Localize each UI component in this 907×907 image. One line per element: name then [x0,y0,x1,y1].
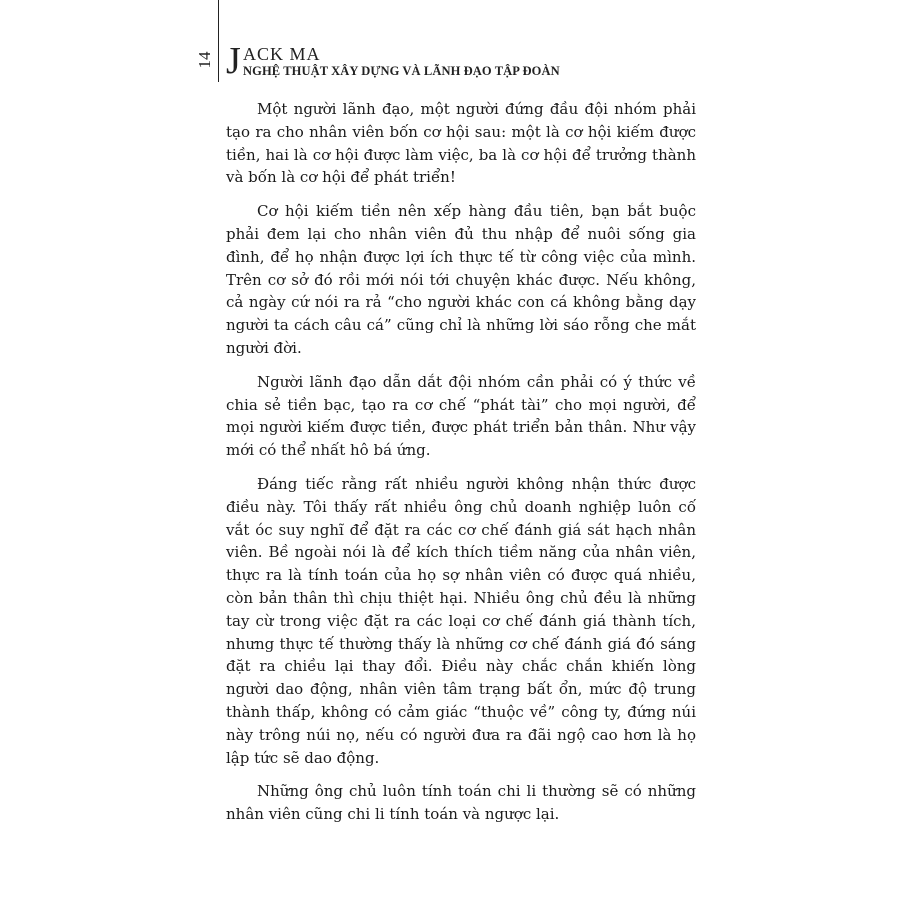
running-header [226,42,646,82]
paragraph: Đáng tiếc rằng rất nhiều người không nhận thức được điều này. Tôi thấy rất nhiều ông chủ doanh nghiệp luôn cố vắt óc suy nghĩ để đặt ra các cơ chế đánh giá sát hạch nhân viên. Bề ngoài nói là để kích thích tiềm năng của nhân viên, thực ra là tính toán của họ sợ nhân viên có được quá nhiều, còn bản thân thì chịu thiệt hại. Nhiều ông chủ đều là những tay cừ trong việc đặt ra các loại cơ chế đánh giá thành tích, nhưng thực tế thường thấy là những cơ chế đánh giá đó sáng đặt ra chiều lại thay đổi. Điều này chắc chắn khiến lòng người dao động, nhân viên tâm trạng bất ổn, mức độ trung thành thấp, không có cảm giác “thuộc về” công ty, đứng núi này trông núi nọ, nếu có người đưa ra đãi ngộ cao hơn là họ lập tức sẽ dao động. [226,474,696,767]
paragraph: Một người lãnh đạo, một người đứng đầu đội nhóm phải tạo ra cho nhân viên bốn cơ hội sau: một là cơ hội kiếm được tiền, hai là cơ hội được làm việc, ba là cơ hội để trưởng thành và bốn là cơ hội để phát triển! [226,100,696,187]
book-title: NGHỆ THUẬT XÂY DỰNG VÀ LÃNH ĐẠO TẬP ĐOÀN [243,64,560,78]
author-name: ACK MA [243,44,321,64]
page-number: 14 [195,51,214,69]
body-text [226,98,696,837]
header-divider-line [218,0,219,82]
paragraph: Những ông chủ luôn tính toán chi li thường sẽ có những nhân viên cũng chi li tính toán và ngược lại. [226,782,696,824]
paragraph: Cơ hội kiếm tiền nên xếp hàng đầu tiên, bạn bắt buộc phải đem lại cho nhân viên đủ thu nhập để nuôi sống gia đình, để họ nhận được lợi ích thực tế từ công việc của mình. Trên cơ sở đó rồi mới nói tới chuyện khác được. Nếu không, cả ngày cứ nói ra rả “cho người khác con cá không bằng dạy người ta cách câu cá” cũng chỉ là những lời sáo rỗng che mắt người đời. [226,202,696,357]
paragraph: Người lãnh đạo dẫn dắt đội nhóm cần phải có ý thức về chia sẻ tiền bạc, tạo ra cơ chế “phát tài” cho mọi người, để mọi người kiếm được tiền, được phát triển bản thân. Như vậy mới có thể nhất hô bá ứng. [226,372,696,460]
author-initial: J [226,40,241,82]
